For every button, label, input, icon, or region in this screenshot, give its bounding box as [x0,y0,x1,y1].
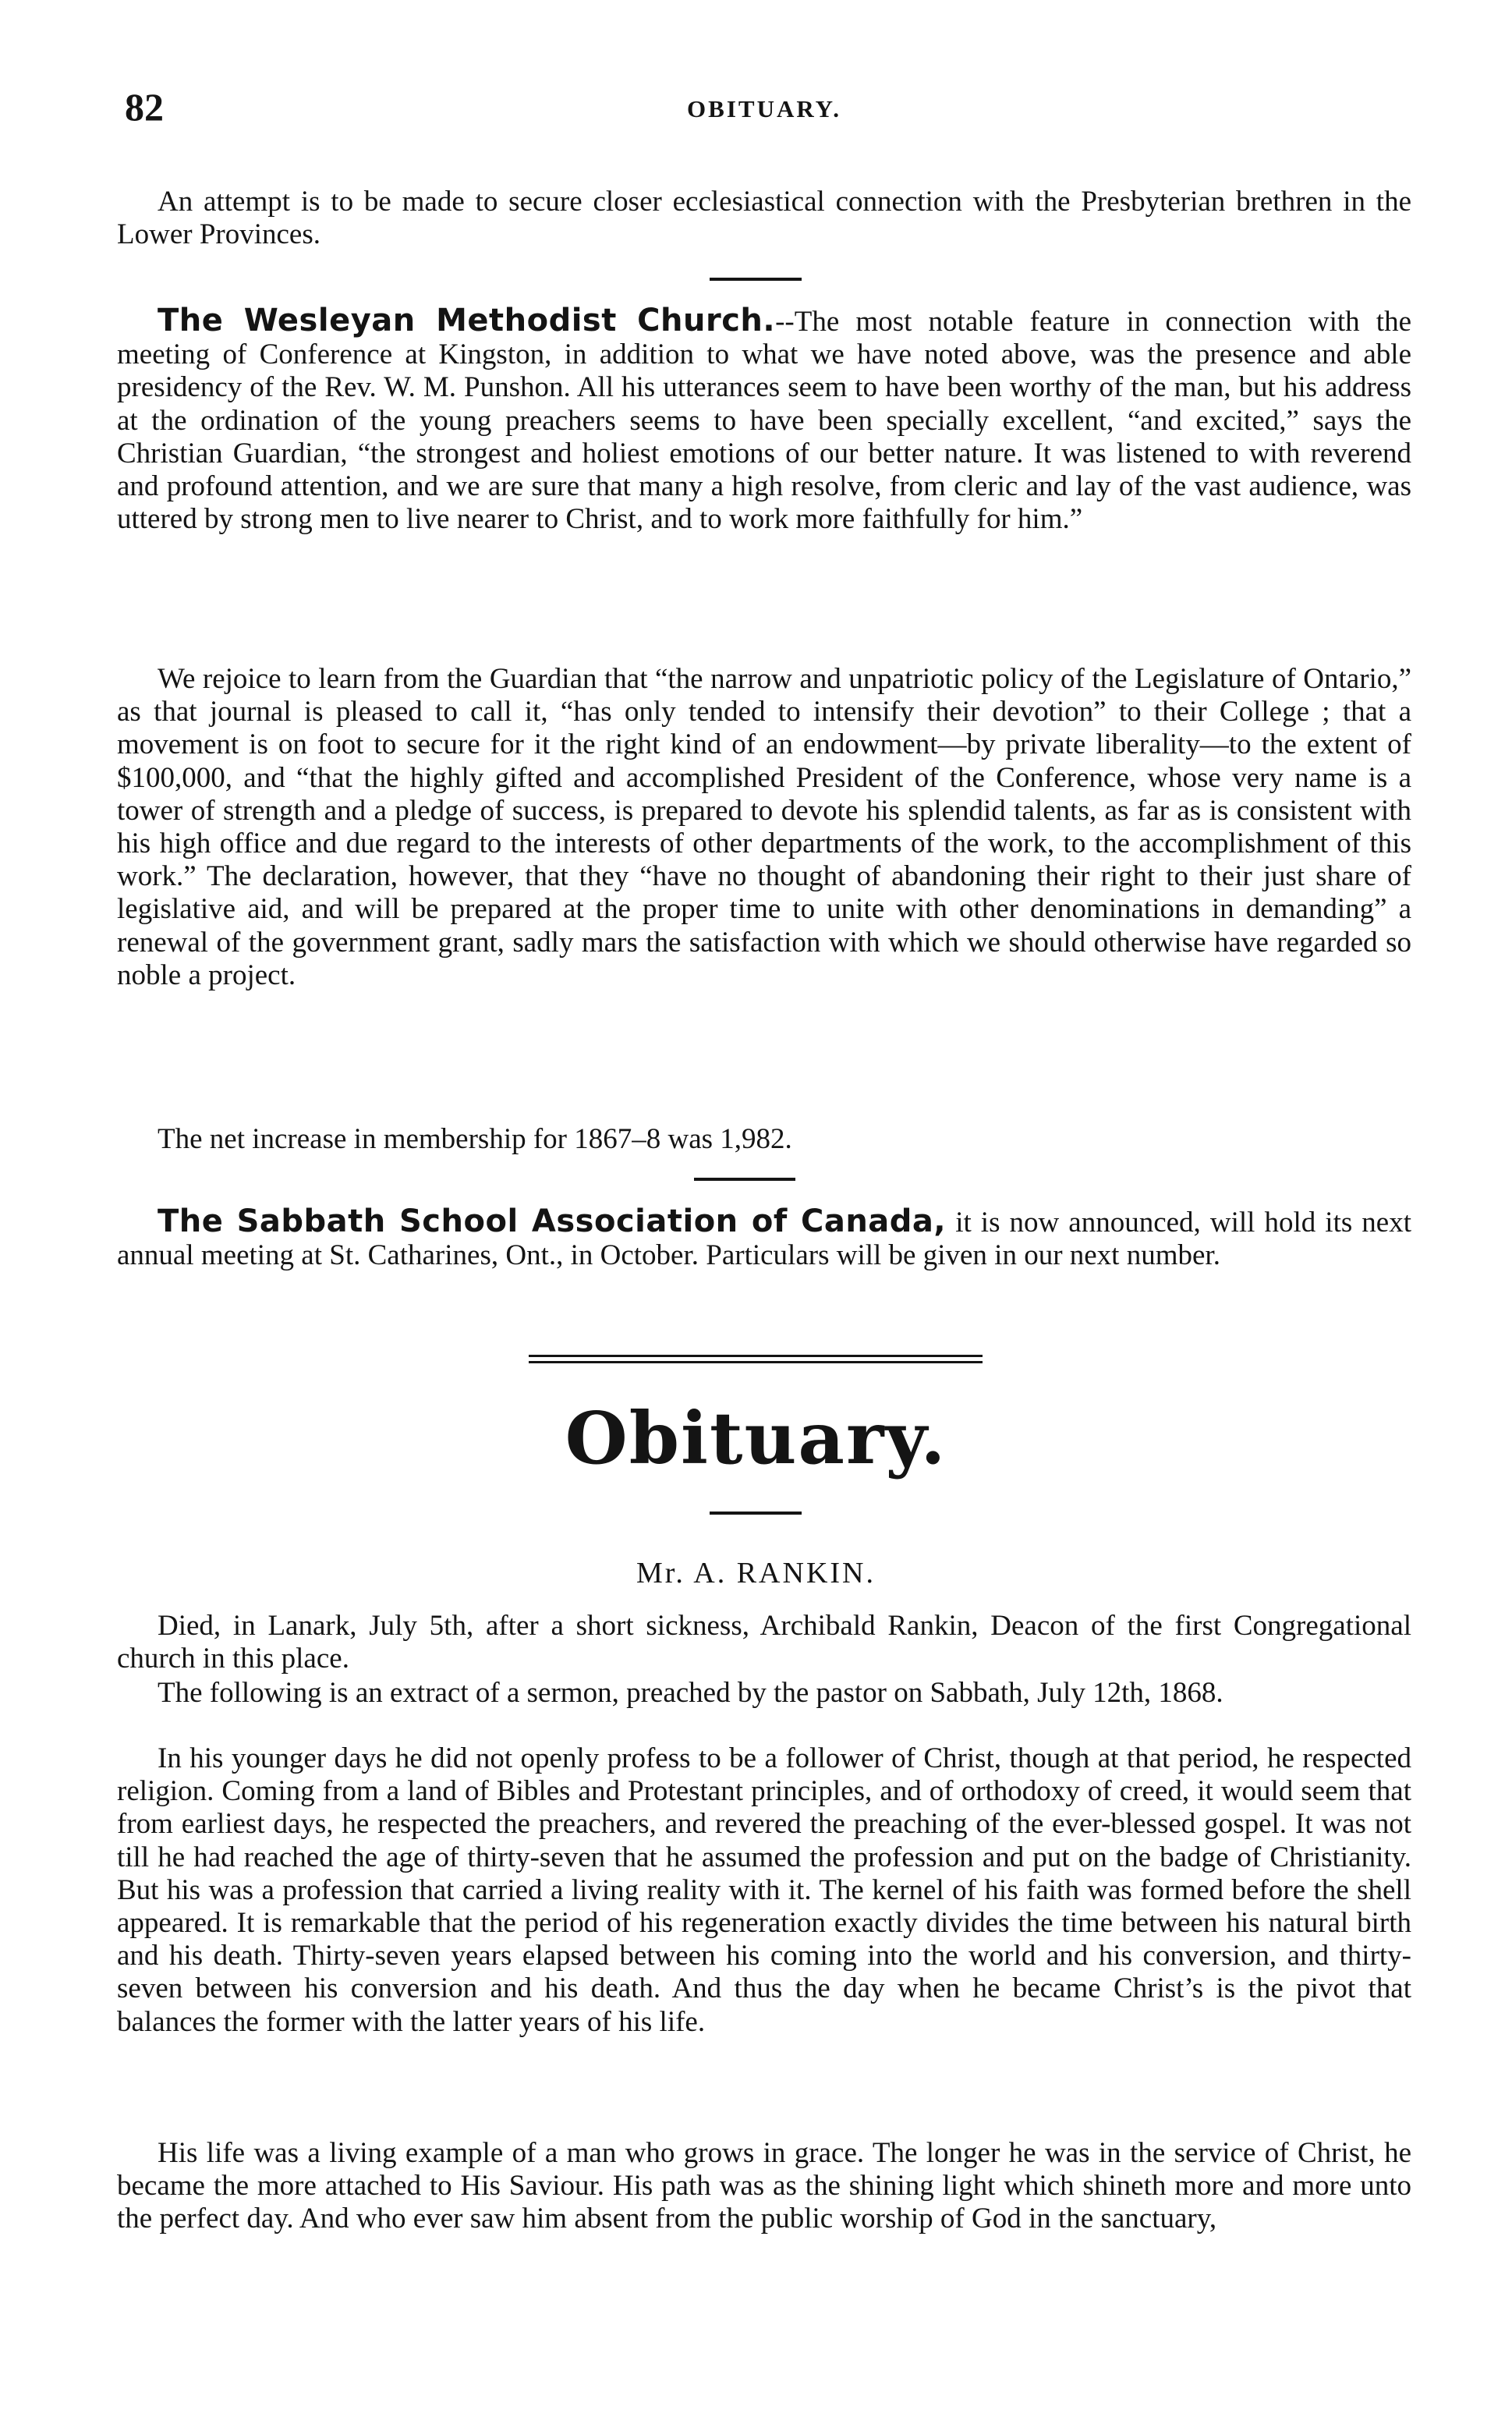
obituary-title: Obituary. [565,1396,947,1480]
wesleyan-paragraph-1-text: --The most notable feature in connection with the meeting of Conference at Kingston, in addition to what we have noted above, was the presence and able presidency of the Rev. W. M. Punshon. All his utterances seem to have been worthy of the man, but his address at the ordination of the young preachers seems to have been specially excellent, “and excited,” says the Christian Guardian, “the strongest and holiest emotions of our better nature. It was listened to with reverend and profound attention, and we are sure that many a high resolve, from cleric and lay of the vast audience, was uttered by strong men to live nearer to Christ, and to work more faithfully for him.” [117,306,1411,536]
sabbath-text: it is now announced, will hold its next annual meeting at St. Catharines, Ont., in October. Particulars will be given in our next number. [117,1207,1412,1272]
obituary-subject: Mr. A. RANKIN. [636,1557,876,1590]
section-divider [710,278,802,281]
wesleyan-paragraph-3: The net increase in membership for 1867–8 was 1,982. [158,1123,792,1155]
obituary-paragraph-4: His life was a living example of a man who grows in grace. The longer he was in the service of Christ, he became the more attached to His Saviour. His path was as the shining light which shineth more and more unto the perfect day. And who ever saw him absent from the public worship of God in the sanctuary, [117,2137,1411,2235]
section-divider [694,1178,795,1181]
wesleyan-paragraph-2: We rejoice to learn from the Guardian that “the narrow and unpatriotic policy of the Legislature of Ontario,” as that journal is pleased to call it, “has only tended to intensify their devotion” to their College ; that a movement is on foot to secure for it the right kind of an endowment—by private liberality—to the extent of $100,000, and “that the highly gifted and accomplished President of the Conference, whose very name is a tower of strength and a pledge of success, is prepared to devote his splendid talents, as far as is consistent with his high office and due regard to the interests of other departments of the work, to the accomplishment of this work.” The declaration, however, that they “have no thought of abandoning their right to their just share of legislative aid, and will be prepared at the proper time to unite with other denominations in demanding” a renewal of the government grant, sadly mars the satisfaction with which we should otherwise have regarded so noble a project. [117,663,1411,991]
page-number: 82 [125,85,164,129]
obituary-paragraph-1: Died, in Lanark, July 5th, after a short sickness, Archibald Rankin, Deacon of the first Congregational church in this place. [117,1610,1411,1675]
obituary-paragraph-2: The following is an extract of a sermon, preached by the pastor on Sabbath, July 12th, 1868. [158,1677,1223,1709]
section-divider [710,1512,802,1515]
wesleyan-paragraph-1 [117,304,1411,536]
wesleyan-heading: The Wesleyan Methodist Church. [158,303,776,338]
presbyterian-paragraph: An attempt is to be made to secure closer ecclesiastical connection with the Presbyterian brethren in the Lower Provinces. [117,186,1411,251]
running-title: OBITUARY. [687,95,841,122]
obituary-paragraph-3: In his younger days he did not openly profess to be a follower of Christ, though at that period, he respected religion. Coming from a land of Bibles and Protestant principles, and of orthodoxy of creed, it would seem that from earliest days, he respected the preachers, and revered the preaching of the ever-blessed gospel. It was not till he had reached the age of thirty-seven that he assumed the profession and put on the badge of Christianity. But his was a profession that carried a living reality with it. The kernel of his faith was formed before the shell appeared. It is remarkable that the period of his regeneration exactly divides the time between his natural birth and his death. Thirty-seven years elapsed between his coming into the world and his conversion, and thirty-seven between his conversion and his death. And thus the day when he became Christ’s is the pivot that balances the former with the latter years of his life. [117,1742,1411,2038]
double-divider [529,1355,983,1367]
page-header [117,84,1411,147]
sabbath-paragraph [117,1205,1411,1272]
sabbath-heading: The Sabbath School Association of Canada, [158,1203,947,1239]
